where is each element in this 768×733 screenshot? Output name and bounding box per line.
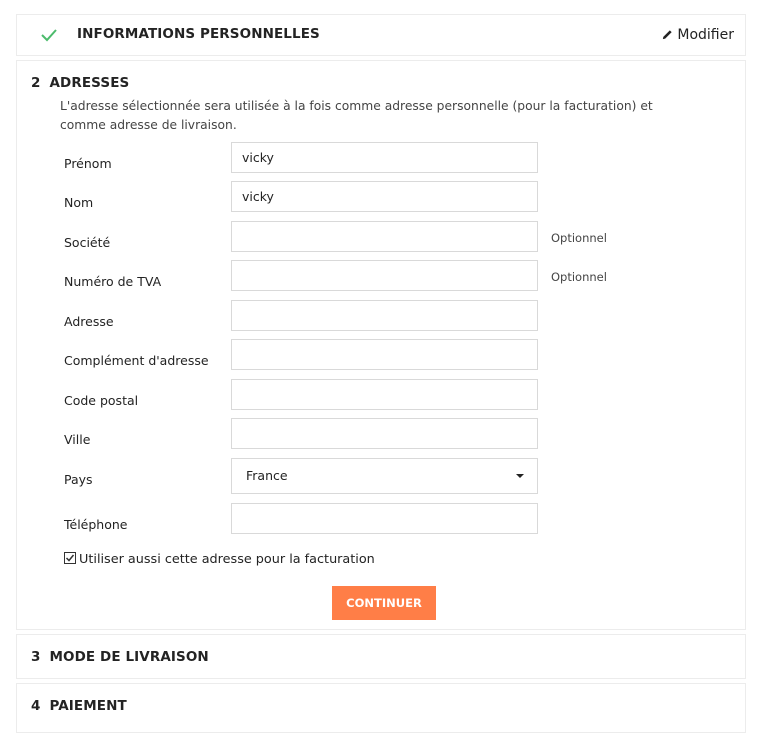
lastname-label: Nom <box>64 195 94 210</box>
billing-same-address[interactable] <box>64 552 375 567</box>
address-input[interactable] <box>231 300 538 331</box>
step-title-text: PAIEMENT <box>49 698 127 714</box>
checkmark-icon <box>65 553 75 563</box>
step-title-personal: INFORMATIONS PERSONNELLES <box>77 26 320 42</box>
edit-personal-link[interactable] <box>661 27 734 43</box>
company-input[interactable] <box>231 221 538 252</box>
step-payment[interactable] <box>16 683 746 733</box>
city-label: Ville <box>64 432 91 447</box>
pencil-icon <box>661 28 674 41</box>
country-label: Pays <box>64 472 93 487</box>
address2-label: Complément d'adresse <box>64 353 209 368</box>
check-icon <box>39 25 59 45</box>
postcode-input[interactable] <box>231 379 538 410</box>
company-label: Société <box>64 235 111 250</box>
country-selected-value: France <box>246 468 288 483</box>
firstname-input[interactable]: vicky <box>231 142 538 173</box>
caret-down-icon <box>516 474 524 478</box>
postcode-label: Code postal <box>64 393 139 408</box>
country-select[interactable] <box>231 458 538 494</box>
row-phone <box>17 517 745 549</box>
address-intro-text: L'adresse sélectionnée sera utilisée à la fois comme adresse personnelle (pour la facturation) et comme adresse de livraison. <box>60 99 653 132</box>
step-personal-info <box>16 14 746 56</box>
company-optional-hint: Optionnel <box>551 231 607 245</box>
billing-checkbox[interactable] <box>64 552 76 564</box>
vat-label: Numéro de TVA <box>64 274 162 289</box>
step-addresses <box>16 60 746 630</box>
step-title-text: MODE DE LIVRAISON <box>49 649 209 665</box>
vat-optional-hint: Optionnel <box>551 270 607 284</box>
vat-input[interactable] <box>231 260 538 291</box>
step-number: 3 <box>31 649 41 665</box>
address-label: Adresse <box>64 314 114 329</box>
step-number: 2 <box>31 75 41 91</box>
step-title-text: ADRESSES <box>49 75 130 91</box>
address2-input[interactable] <box>231 339 538 370</box>
step-number: 4 <box>31 698 41 714</box>
city-input[interactable] <box>231 418 538 449</box>
row-country <box>17 468 745 504</box>
firstname-label: Prénom <box>64 156 112 171</box>
billing-checkbox-label: Utiliser aussi cette adresse pour la facturation <box>79 552 375 567</box>
step-title-addresses <box>31 75 129 91</box>
step-title-payment <box>31 698 127 714</box>
step-shipping[interactable] <box>16 634 746 679</box>
lastname-input[interactable]: vicky <box>231 181 538 212</box>
continue-button[interactable]: CONTINUER <box>332 586 436 620</box>
phone-input[interactable] <box>231 503 538 534</box>
phone-label: Téléphone <box>64 517 128 532</box>
step-title-shipping <box>31 649 209 665</box>
edit-label: Modifier <box>677 27 734 43</box>
